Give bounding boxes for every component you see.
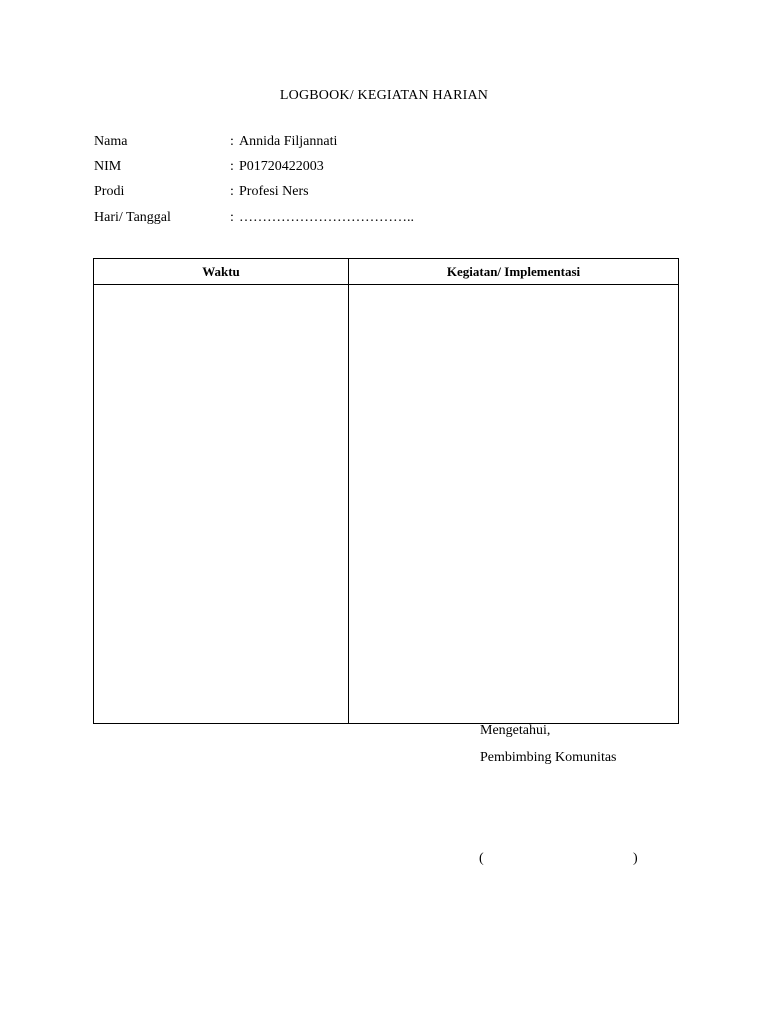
column-header-kegiatan: Kegiatan/ Implementasi [349, 259, 679, 285]
info-separator: : [230, 210, 234, 225]
info-value: ……………………………….. [239, 210, 414, 225]
document-title: LOGBOOK/ KEGIATAN HARIAN [279, 88, 489, 103]
info-label: Hari/ Tanggal [94, 210, 171, 225]
info-separator: : [230, 134, 234, 149]
signature-mengetahui: Mengetahui, [480, 723, 551, 738]
table-header-row [94, 259, 679, 285]
logbook-table [93, 258, 679, 724]
info-label: Nama [94, 134, 128, 149]
signature-paren-open: ( [479, 851, 484, 866]
signature-paren-close: ) [633, 851, 638, 866]
info-separator: : [230, 184, 234, 199]
table-cell-waktu [94, 285, 349, 724]
info-label: Prodi [94, 184, 125, 199]
info-value: P01720422003 [239, 159, 324, 174]
info-label: NIM [94, 159, 122, 174]
signature-role: Pembimbing Komunitas [480, 750, 617, 765]
info-value: Profesi Ners [239, 184, 309, 199]
info-separator: : [230, 159, 234, 174]
column-header-waktu: Waktu [94, 259, 349, 285]
info-value: Annida Filjannati [239, 134, 338, 149]
table-cell-kegiatan [349, 285, 679, 724]
table-row [94, 285, 679, 724]
